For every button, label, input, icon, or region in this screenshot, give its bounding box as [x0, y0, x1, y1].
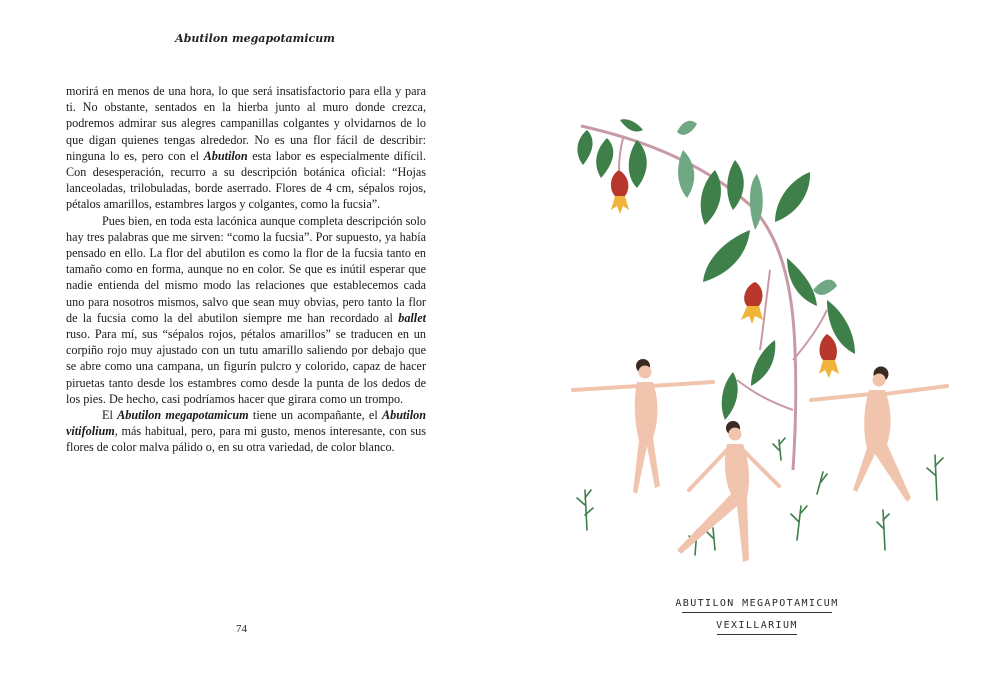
- dancer-figure: [677, 421, 779, 562]
- leaf: [577, 130, 592, 165]
- plant-branch: [760, 270, 770, 350]
- paragraph: [66, 83, 426, 213]
- paragraph: [66, 407, 426, 456]
- plant-branch: [737, 380, 793, 410]
- abutilon-illustration: [565, 110, 955, 580]
- leaf: [678, 150, 694, 198]
- italic-term: Abutilon: [203, 148, 248, 163]
- plant-branch: [619, 138, 623, 170]
- italic-term: Abutilon vitifolium: [66, 408, 426, 439]
- flower: [741, 282, 763, 324]
- leaf: [722, 372, 738, 420]
- leaf: [703, 230, 750, 282]
- running-head: Abutilon megapotamicum: [175, 32, 335, 45]
- leaf: [727, 160, 744, 210]
- paragraph: [66, 213, 426, 407]
- text-run: El: [102, 408, 118, 423]
- leaf: [629, 140, 647, 188]
- leaf: [750, 174, 763, 230]
- caption-line-1: [672, 598, 842, 613]
- text-run: Pues bien, en toda esta lacónica aunque completa descripción solo hay tres palabras que me sirven: “como la fucsia”. Por supuesto, ya había pensado en ello. La flor del abutilon es como la flor de la fucsia tanto en tamaño como en forma, aunque no en color. Se que es inútil esperar que nadie entienda del mismo modo las relaciones que establecemos cada uno para nosotros mismos, salvo que sean muy obvias, pero tanto la flor de la fucsia como la del abutilon siempre me han recordado al: [66, 213, 426, 325]
- leaf: [596, 138, 613, 178]
- leaf: [813, 280, 837, 295]
- dancer-figure: [811, 367, 947, 503]
- caption-variety: VEXILLARIUM: [716, 620, 798, 631]
- flower: [819, 334, 839, 378]
- caption-underline: [717, 634, 797, 635]
- leaf: [775, 172, 810, 222]
- page-number: 74: [236, 623, 247, 635]
- italic-term: Abutilon megapotamicum: [117, 408, 249, 423]
- leaf: [751, 340, 775, 386]
- caption-underline: [682, 612, 832, 613]
- leaf: [620, 119, 643, 131]
- caption-line-2: [672, 620, 842, 635]
- dancer-figure: [573, 359, 713, 494]
- leaf: [677, 121, 697, 135]
- text-run: tiene un acompañante, el: [248, 408, 382, 423]
- caption-species: ABUTILON MEGAPOTAMICUM: [675, 598, 839, 609]
- text-run: , más habitual, pero, para mi gusto, menos interesante, con sus flores de color malva pálido o, en su otra variedad, de color blanco.: [66, 424, 426, 455]
- italic-term: ballet: [398, 310, 426, 325]
- text-run: morirá en menos de una hora, lo que será insatisfactorio para ella y para ti. No obstante, sentados en la hierba junto al muro donde crezca, podremos admirar sus alegres campanillas colgantes y olvidarnos de lo que digan quienes tengas alrededor. No es una flor fácil de describir: ninguna lo es, pero con el: [66, 84, 426, 163]
- leaf: [701, 170, 721, 225]
- flower: [611, 170, 629, 214]
- text-run: esta labor es especialmente difícil. Con desesperación, recurro a su descripción botánica oficial: “Hojas lanceoladas, trilobuladas, borde aserrado. Flores de 4 cm, sépalos rojos, pétalos amarillos, estambres largos y colgantes, como la fucsia”.: [66, 148, 426, 212]
- text-run: ruso. Para mí, sus “sépalos rojos, pétalos amarillos” se traducen en un corpiño rojo muy ajustado con un tutu amarillo saliendo por debajo que se abre como una campana, un figurín pulcro y colorido, capaz de hacer piruetas tanto desde los estambres como desde la punta de los dedos de los pies. De hecho, casi podríamos hacer que girara como un trompo.: [66, 327, 426, 406]
- body-text: [66, 83, 426, 456]
